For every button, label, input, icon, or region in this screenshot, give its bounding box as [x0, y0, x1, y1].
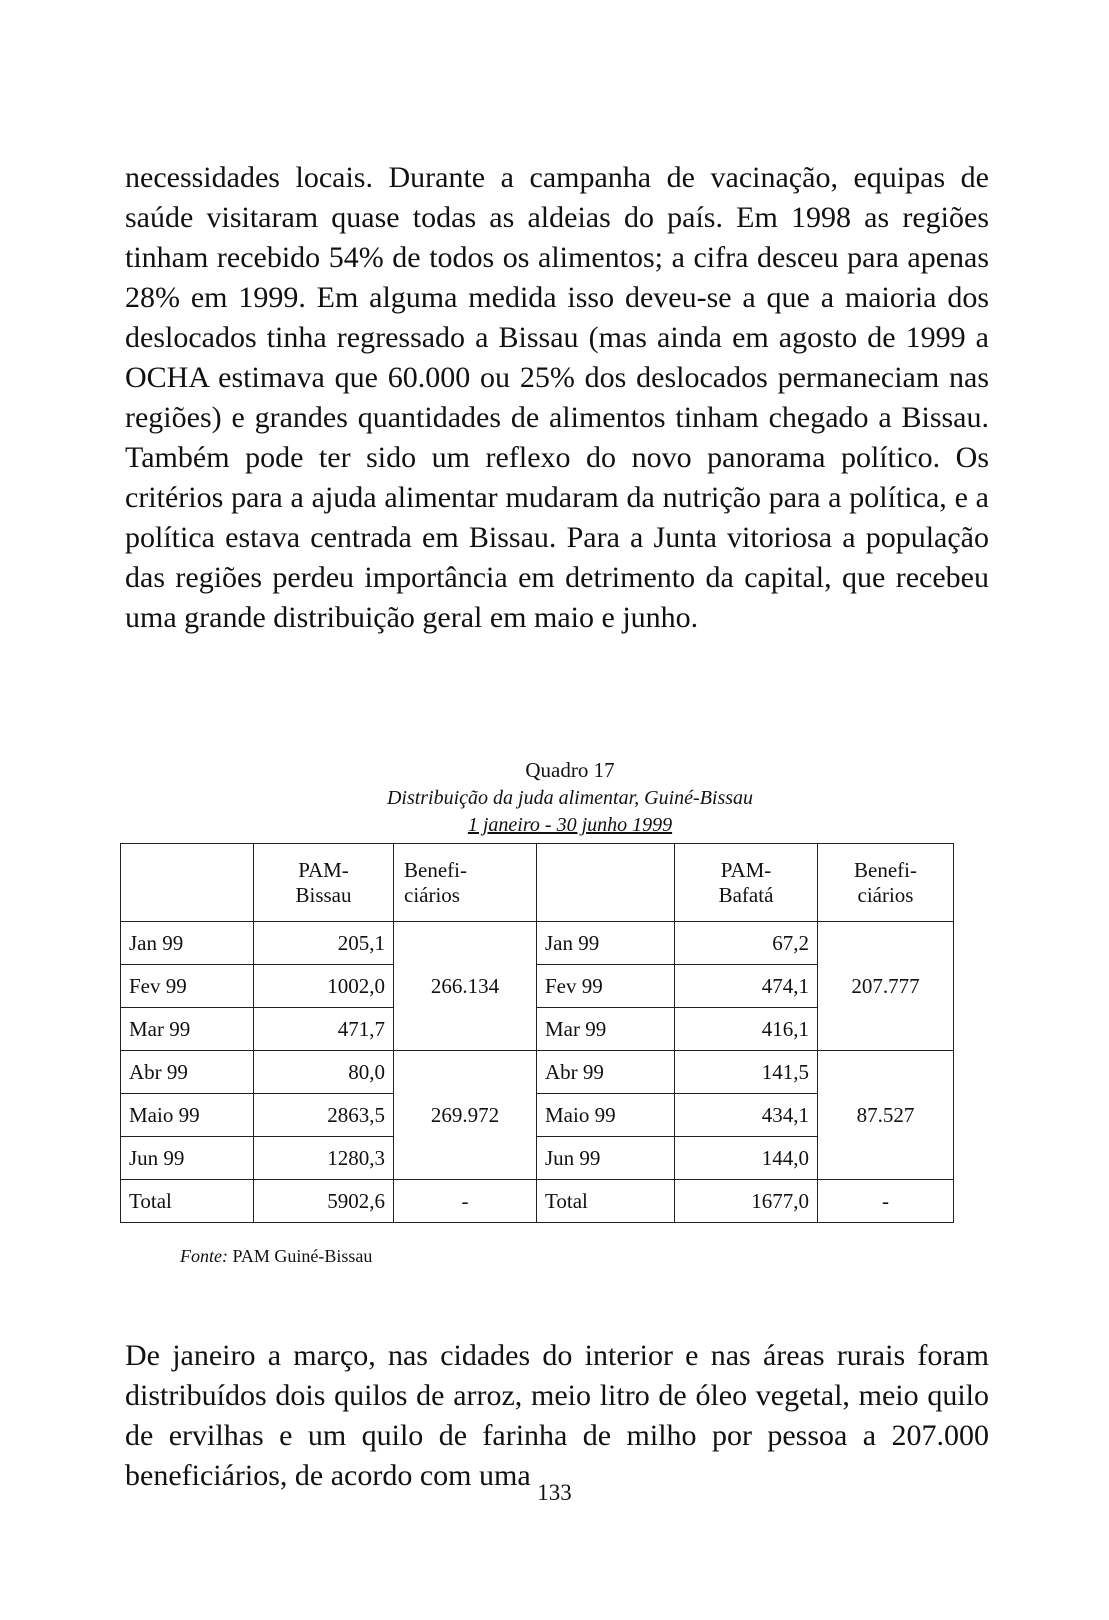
bissau-value: 2863,5	[254, 1094, 394, 1137]
bafata-value: 434,1	[675, 1094, 818, 1137]
bafata-value: 141,5	[675, 1051, 818, 1094]
bissau-beneficiaries-q2: 269.972	[394, 1051, 537, 1180]
bissau-beneficiaries-q1: 266.134	[394, 922, 537, 1051]
bissau-value: 80,0	[254, 1051, 394, 1094]
body-paragraph-bottom: De janeiro a março, nas cidades do interior e nas áreas rurais foram distribuídos dois quilos de arroz, meio litro de óleo vegetal, meio quilo de ervilhas e um quilo de farinha de milho por pessoa a 207.000 beneficiários, de acordo com uma	[125, 1339, 989, 1492]
table-total-row	[121, 1180, 954, 1223]
source-text: PAM Guiné-Bissau	[232, 1246, 373, 1266]
table-dates	[300, 812, 840, 838]
month-cell: Jan 99	[537, 922, 675, 965]
total-bissau: 5902,6	[254, 1180, 394, 1223]
total-beneficiaries-left: -	[394, 1180, 537, 1223]
bissau-value: 205,1	[254, 922, 394, 965]
month-cell: Mar 99	[537, 1008, 675, 1051]
header-pam-bafata: PAM- Bafatá	[675, 844, 818, 922]
total-label-left: Total	[121, 1180, 254, 1223]
total-beneficiaries-right: -	[818, 1180, 954, 1223]
table-title: Quadro 17	[525, 758, 615, 782]
month-cell: Mar 99	[121, 1008, 254, 1051]
month-cell: Maio 99	[121, 1094, 254, 1137]
bafata-beneficiaries-q2: 87.527	[818, 1051, 954, 1180]
bafata-value: 416,1	[675, 1008, 818, 1051]
month-cell: Abr 99	[537, 1051, 675, 1094]
bafata-beneficiaries-q1: 207.777	[818, 922, 954, 1051]
bissau-value: 1002,0	[254, 965, 394, 1008]
page-number: 133	[537, 1480, 572, 1505]
header-empty-left	[121, 844, 254, 922]
month-cell: Jun 99	[121, 1137, 254, 1180]
food-aid-table	[120, 843, 954, 1223]
month-cell: Fev 99	[537, 965, 675, 1008]
header-pam-bissau: PAM- Bissau	[254, 844, 394, 922]
bafata-value: 474,1	[675, 965, 818, 1008]
table-row	[121, 1051, 954, 1094]
bafata-value: 67,2	[675, 922, 818, 965]
table-dates-text: 1 janeiro - 30 junho 1999	[467, 814, 673, 836]
table-subtitle: Distribuição da juda alimentar, Guiné-Bissau	[386, 787, 754, 809]
month-cell: Abr 99	[121, 1051, 254, 1094]
table-source	[180, 1246, 372, 1267]
total-label-right: Total	[537, 1180, 675, 1223]
total-bafata: 1677,0	[675, 1180, 818, 1223]
bafata-value: 144,0	[675, 1137, 818, 1180]
source-label: Fonte:	[180, 1246, 228, 1266]
header-beneficiaries-right: Benefi- ciários	[818, 844, 954, 922]
month-cell: Jun 99	[537, 1137, 675, 1180]
header-empty-right	[537, 844, 675, 922]
header-beneficiaries-left: Benefi- ciários	[394, 844, 537, 922]
month-cell: Fev 99	[121, 965, 254, 1008]
bissau-value: 471,7	[254, 1008, 394, 1051]
body-paragraph-top: necessidades locais. Durante a campanha de vacinação, equipas de saúde visitaram quase todas as aldeias do país. Em 1998 as regiões tinham recebido 54% de todos os alimentos; a cifra desceu para apenas 28% em 1999. Em alguma medida isso deveu-se a que a maioria dos deslocados tinha regressado a Bissau (mas ainda em agosto de 1999 a OCHA estimava que 60.000 ou 25% dos deslocados permaneciam nas regiões) e grandes quantidades de alimentos tinham chegado a Bissau. Também pode ter sido um reflexo do novo panorama político. Os critérios para a ajuda alimentar mudaram da nutrição para a política, e a política estava centrada em Bissau. Para a Junta vitoriosa a população das regiões perdeu importância em detrimento da capital, que recebeu uma grande distribuição geral em maio e junho.	[125, 161, 989, 634]
table-row	[121, 922, 954, 965]
table-header-row	[121, 844, 954, 922]
month-cell: Jan 99	[121, 922, 254, 965]
month-cell: Maio 99	[537, 1094, 675, 1137]
bissau-value: 1280,3	[254, 1137, 394, 1180]
